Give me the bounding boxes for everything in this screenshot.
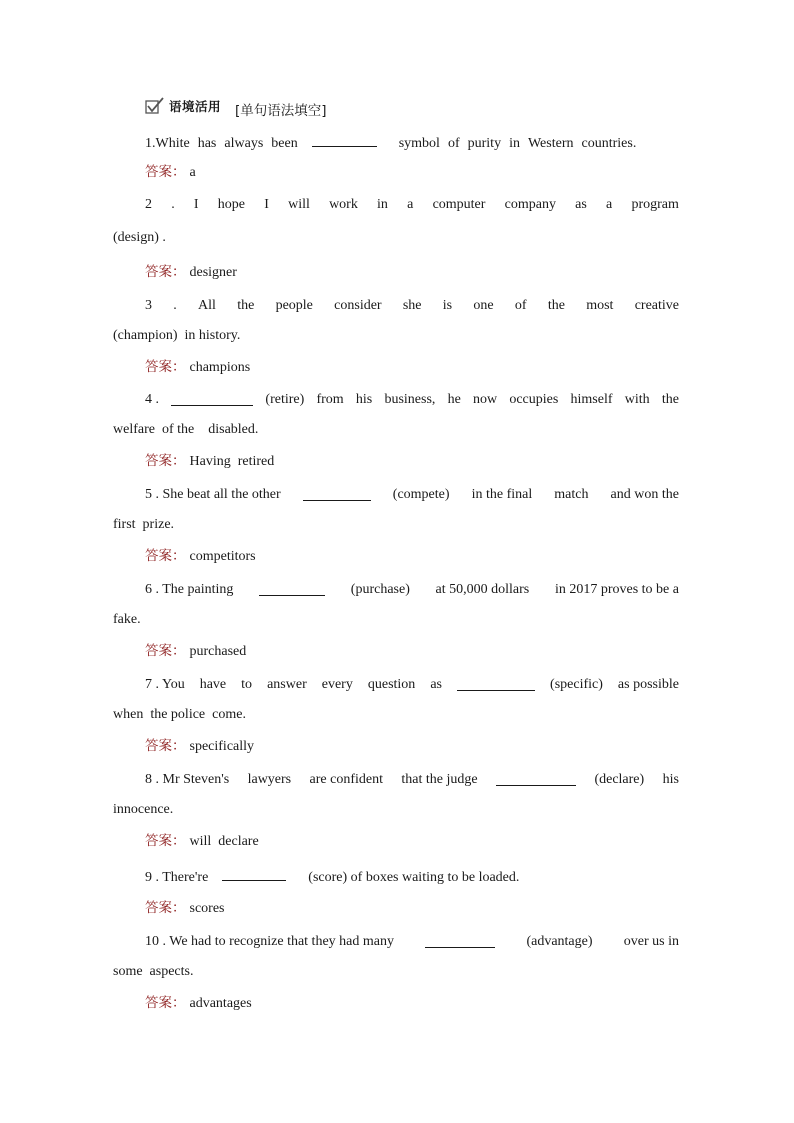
question-text: with (624, 392, 650, 407)
answer-value: specifically (189, 739, 255, 754)
answer-value: scores (189, 901, 225, 916)
question-text: that the judge (401, 772, 478, 787)
question-text: a (407, 197, 414, 212)
question-text: purity (467, 136, 502, 151)
question-text: All (198, 298, 216, 313)
question-6-continuation: fake. (113, 612, 141, 627)
question-text: . (171, 197, 175, 212)
answer-blank (457, 676, 535, 691)
question-3-line (145, 297, 679, 315)
section-title: 语境活用 (169, 99, 222, 114)
answer-6 (145, 642, 246, 661)
question-text: has (197, 136, 217, 151)
question-text: have (199, 677, 227, 692)
question-8-continuation: innocence. (113, 802, 174, 817)
answer-value: purchased (189, 644, 247, 659)
question-text: 6 . The painting (145, 582, 234, 597)
question-text: himself (570, 392, 613, 407)
answer-blank (171, 391, 253, 406)
question-text: over us in (623, 934, 679, 949)
question-text: will (288, 197, 310, 212)
question-5-line (145, 486, 679, 504)
question-text: program (631, 197, 679, 212)
answer-blank (259, 581, 325, 596)
answer-value: advantages (189, 996, 252, 1011)
question-text: one (473, 298, 494, 313)
question-text: (purchase) (350, 582, 410, 597)
question-text: (advantage) (526, 934, 593, 949)
answer-10 (145, 994, 252, 1013)
question-text: 1.White (145, 136, 190, 151)
question-text: the (547, 298, 565, 313)
question-text: in (509, 136, 520, 151)
question-3-continuation: (champion) in history. (113, 328, 241, 343)
question-text: a (606, 197, 613, 212)
question-text: 2 (145, 197, 152, 212)
question-text: as (575, 197, 587, 212)
answer-blank (312, 132, 377, 147)
question-text: always (224, 136, 264, 151)
answer-label: 答案： (145, 359, 186, 375)
answer-blank (222, 866, 286, 881)
question-4-line (145, 391, 679, 409)
question-text: the (661, 392, 679, 407)
question-text: he (447, 392, 461, 407)
question-text: answer (267, 677, 307, 692)
question-text: the (237, 298, 255, 313)
question-text: his (662, 772, 679, 787)
question-text: 9 . There're (145, 870, 209, 885)
question-text: lawyers (247, 772, 292, 787)
question-2-continuation: (design) . (113, 230, 166, 245)
answer-blank (425, 933, 495, 948)
answer-label: 答案： (145, 900, 186, 916)
question-text: she (402, 298, 422, 313)
question-text: his (355, 392, 373, 407)
question-text: Western (527, 136, 574, 151)
question-text: work (329, 197, 358, 212)
question-text: in the final (471, 487, 533, 502)
answer-7 (145, 737, 254, 756)
section-subtitle: [单句语法填空] (235, 103, 327, 119)
question-text: . (173, 298, 177, 313)
question-text: symbol (398, 136, 440, 151)
answer-3 (145, 358, 250, 377)
question-text: as (430, 677, 442, 692)
question-text: I (264, 197, 269, 212)
question-text: now (473, 392, 498, 407)
answer-label: 答案： (145, 833, 186, 849)
question-text: been (271, 136, 298, 151)
question-text: (score) of boxes waiting to be loaded. (308, 870, 520, 885)
question-text: 4 . (145, 392, 159, 407)
question-text: (compete) (392, 487, 450, 502)
answer-1 (145, 163, 196, 182)
question-text: and won the (610, 487, 679, 502)
question-text: computer (432, 197, 486, 212)
question-1-line (145, 132, 636, 153)
answer-8 (145, 832, 259, 851)
question-text: in (377, 197, 388, 212)
check-box-icon (145, 97, 165, 115)
section-header (145, 95, 327, 117)
question-text: hope (217, 197, 245, 212)
question-text: most (586, 298, 614, 313)
question-text: every (321, 677, 353, 692)
question-text: (retire) (265, 392, 305, 407)
question-text: in 2017 proves to be a (554, 582, 679, 597)
question-7-continuation: when the police come. (113, 707, 246, 722)
question-text: 5 . She beat all the other (145, 487, 281, 502)
answer-label: 答案： (145, 995, 186, 1011)
answer-4 (145, 452, 274, 471)
answer-9 (145, 899, 225, 918)
question-text: countries. (581, 136, 637, 151)
question-4-continuation: welfare of the disabled. (113, 422, 259, 437)
question-text: business, (384, 392, 436, 407)
question-10-line (145, 933, 679, 951)
question-text: I (193, 197, 199, 212)
answer-value: will declare (189, 834, 259, 849)
question-text: to (241, 677, 253, 692)
question-text: (declare) (594, 772, 645, 787)
question-7-line (145, 676, 679, 694)
question-text: are confident (309, 772, 384, 787)
question-text: at 50,000 dollars (435, 582, 530, 597)
question-text: 7 . You (145, 677, 185, 692)
answer-value: competitors (189, 549, 256, 564)
question-text: occupies (509, 392, 559, 407)
question-text: question (367, 677, 416, 692)
question-9-line (145, 866, 519, 887)
answer-label: 答案： (145, 643, 186, 659)
question-6-line (145, 581, 679, 599)
question-text: of (447, 136, 460, 151)
question-text: creative (634, 298, 679, 313)
question-text: of (514, 298, 527, 313)
answer-blank (496, 771, 576, 786)
question-text: (specific) (550, 677, 603, 692)
question-text: 3 (145, 298, 152, 313)
question-text: 8 . Mr Steven's (145, 772, 230, 787)
question-text: consider (334, 298, 382, 313)
answer-label: 答案： (145, 738, 186, 754)
answer-value: designer (189, 265, 237, 280)
question-text: is (442, 298, 453, 313)
answer-label: 答案： (145, 548, 186, 564)
answer-blank (303, 486, 371, 501)
answer-2 (145, 263, 237, 282)
question-text: as possible (617, 677, 679, 692)
answer-label: 答案： (145, 453, 186, 469)
question-text: company (504, 197, 556, 212)
question-5-continuation: first prize. (113, 517, 175, 532)
question-text: match (554, 487, 589, 502)
question-8-line (145, 771, 679, 789)
answer-value: champions (189, 360, 251, 375)
question-2-line (145, 196, 679, 214)
answer-value: Having retired (189, 454, 275, 469)
question-text: from (316, 392, 344, 407)
answer-5 (145, 547, 256, 566)
question-10-continuation: some aspects. (113, 964, 194, 979)
question-text: people (275, 298, 313, 313)
answer-label: 答案： (145, 164, 186, 180)
answer-value: a (189, 165, 196, 180)
question-text: 10 . We had to recognize that they had many (145, 934, 394, 949)
answer-label: 答案： (145, 264, 186, 280)
